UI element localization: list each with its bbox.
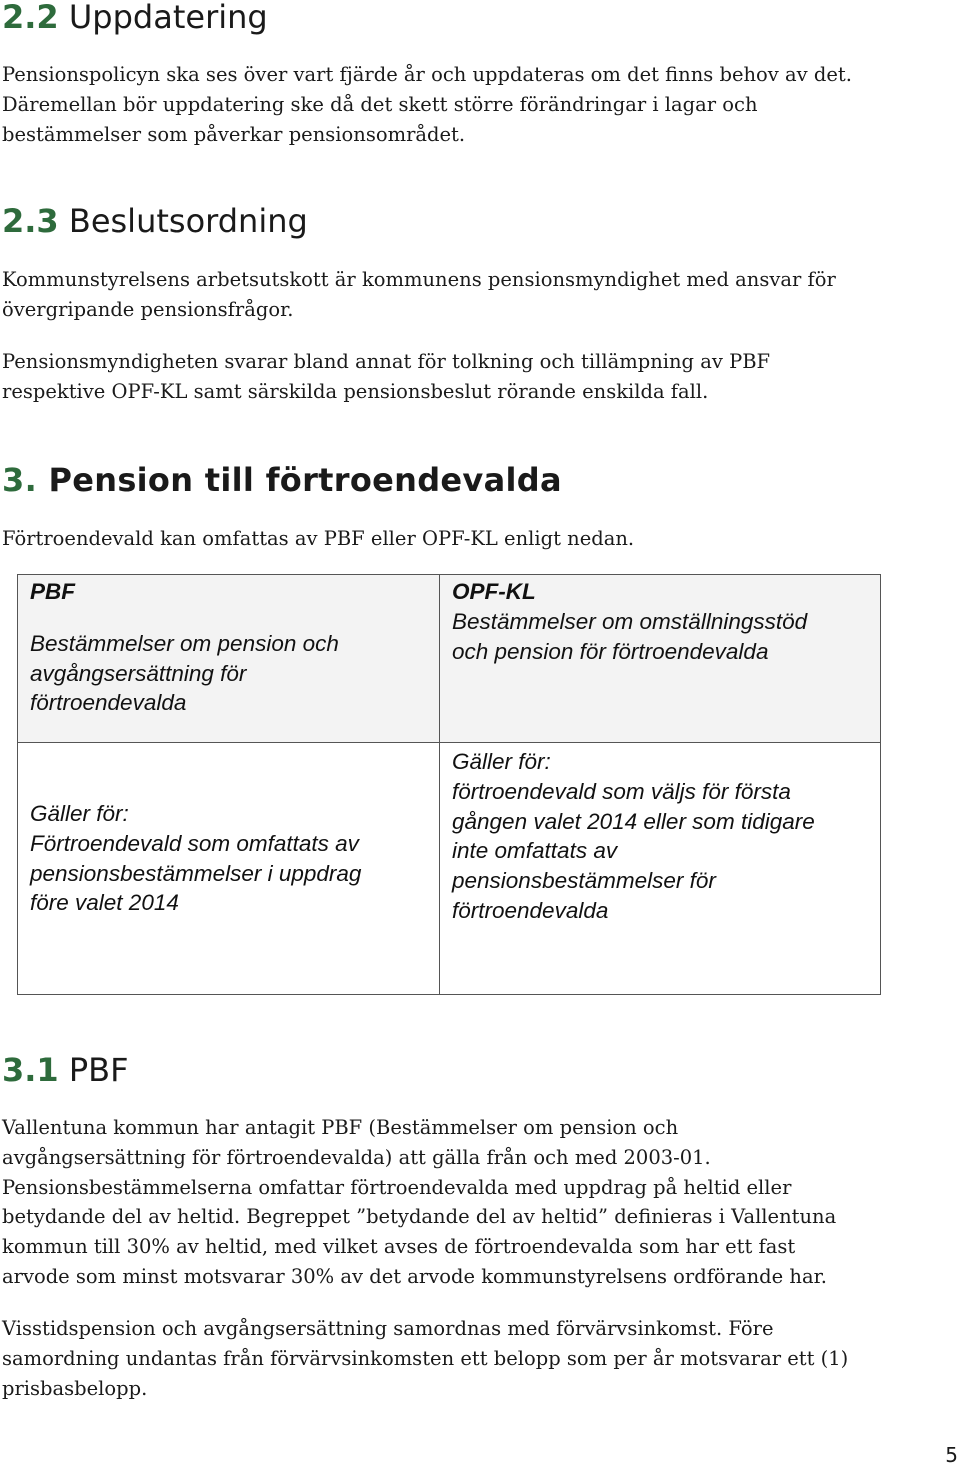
text-line: avgångsersättning för	[30, 660, 247, 686]
text-line: avgångsersättning för förtroendevalda) att gälla från och med 2003-01.	[2, 1145, 711, 1169]
paragraph-intro	[2, 524, 902, 554]
heading-number: 3.	[2, 461, 38, 499]
paragraph-pbf-1	[2, 1113, 902, 1292]
text-line: betydande del av heltid. Begreppet ”betydande del av heltid” definieras i Vallentuna	[2, 1205, 837, 1229]
text-line: före valet 2014	[30, 890, 179, 916]
heading-3	[2, 461, 562, 499]
text-line: kommun till 30% av heltid, med vilket avses de förtroendevalda som har ett fast	[2, 1235, 796, 1259]
text-line: bestämmelser som påverkar pensionsområdet.	[2, 122, 466, 146]
text-line: förtroendevald som väljs för första	[452, 778, 791, 804]
text-line: Pensionspolicyn ska ses över vart fjärde år och uppdateras om det finns behov av det.	[2, 63, 852, 86]
opfkl-header-cell	[440, 575, 881, 743]
text-line: pensionsbestämmelser i uppdrag	[30, 860, 362, 886]
text-line: Pensionsbestämmelserna omfattar förtroendevalda med uppdrag på heltid eller	[2, 1175, 792, 1199]
text-line: Pensionsmyndigheten svarar bland annat för tolkning och tillämpning av PBF	[2, 350, 771, 373]
heading-number: 2.3	[2, 202, 59, 240]
pbf-applies-cell	[18, 743, 440, 995]
paragraph-pbf-2	[2, 1314, 902, 1403]
text-line: Bestämmelser om pension och	[30, 630, 339, 656]
text-line: Förtroendevald som omfattats av	[30, 830, 359, 856]
text-line: inte omfattats av	[452, 838, 618, 864]
pbf-title: PBF	[30, 579, 75, 604]
paragraph-beslutsordning-2	[2, 347, 902, 407]
opfkl-title: OPF-KL	[452, 579, 536, 604]
heading-number: 3.1	[2, 1051, 59, 1089]
heading-3-1	[2, 1051, 129, 1089]
text-line: förtroendevalda	[452, 897, 609, 923]
heading-number: 2.2	[2, 0, 59, 36]
pbf-header-cell	[18, 575, 440, 743]
text-line: förtroendevalda	[30, 690, 187, 716]
heading-title: Beslutsordning	[68, 202, 308, 240]
text-line: gången valet 2014 eller som tidigare	[452, 808, 815, 834]
text-line: Visstidspension och avgångsersättning samordnas med förvärvsinkomst. Före	[2, 1317, 774, 1340]
paragraph-uppdatering	[2, 60, 902, 149]
heading-title: PBF	[68, 1051, 129, 1089]
text-line: pensionsbestämmelser för	[452, 868, 716, 894]
comparison-table	[17, 574, 881, 995]
text-line: respektive OPF-KL samt särskilda pensionsbeslut rörande enskilda fall.	[2, 379, 709, 403]
text-line: arvode som minst motsvarar 30% av det arvode kommunstyrelsens ordförande har.	[2, 1264, 827, 1288]
heading-title: Uppdatering	[68, 0, 268, 36]
text-line: och pension för förtroendevalda	[452, 638, 769, 664]
heading-2-3	[2, 202, 308, 240]
page-number: 5	[945, 1443, 958, 1467]
text-line: samordning undantas från förvärvsinkomsten ett belopp som per år motsvarar ett (1)	[2, 1346, 849, 1370]
text-line: Förtroendevald kan omfattas av PBF eller OPF-KL enligt nedan.	[2, 527, 635, 550]
text-line: prisbasbelopp.	[2, 1376, 148, 1400]
heading-title: Pension till förtroendevalda	[48, 461, 562, 499]
text-line: Bestämmelser om omställningsstöd	[452, 608, 808, 634]
opfkl-applies-cell	[440, 743, 881, 995]
text-line: Kommunstyrelsens arbetsutskott är kommunens pensionsmyndighet med ansvar för	[2, 268, 836, 291]
applies-label: Gäller för:	[452, 749, 551, 774]
heading-2-2	[2, 0, 268, 36]
text-line: Vallentuna kommun har antagit PBF (Bestämmelser om pension och	[2, 1116, 679, 1139]
applies-label: Gäller för:	[30, 801, 129, 826]
text-line: övergripande pensionsfrågor.	[2, 297, 294, 321]
paragraph-beslutsordning-1	[2, 265, 902, 325]
text-line: Däremellan bör uppdatering ske då det skett större förändringar i lagar och	[2, 92, 758, 116]
